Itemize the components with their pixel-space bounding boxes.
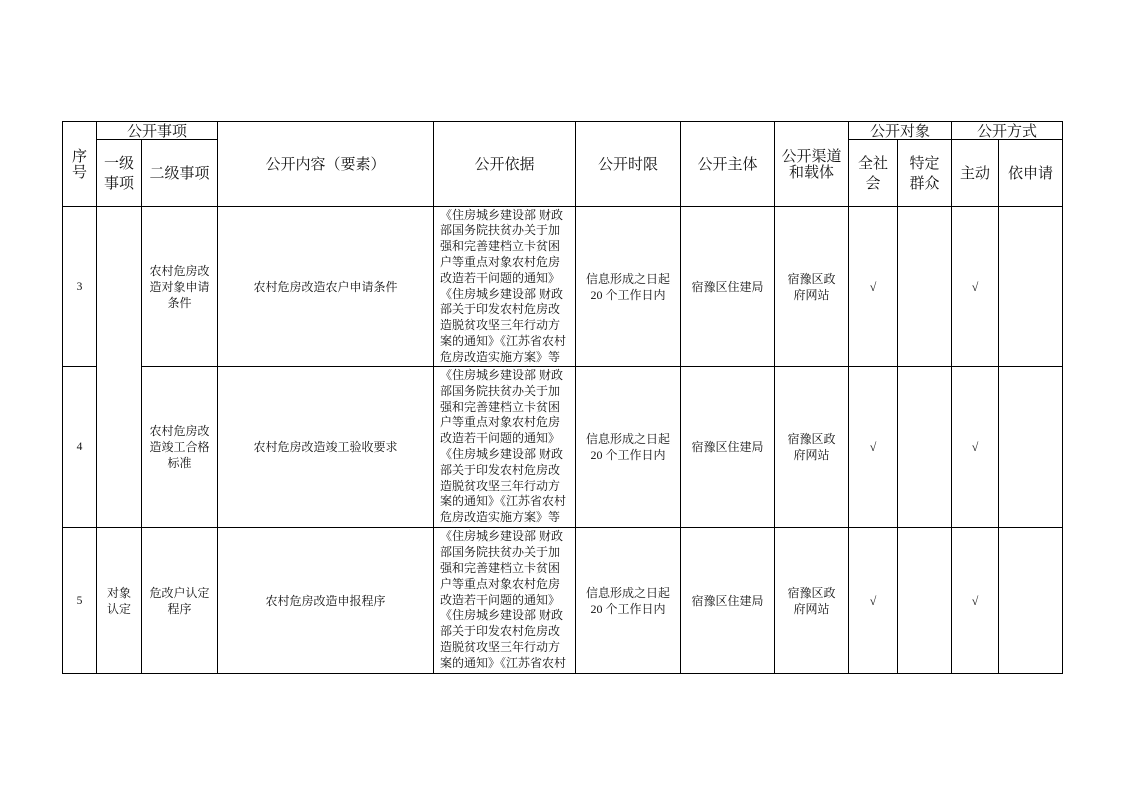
- subject-cell: 宿豫区住建局: [681, 367, 775, 528]
- header-audience-public: 全社 会: [849, 140, 898, 207]
- header-method-active: 主动: [952, 140, 999, 207]
- audience-public-cell: √: [849, 367, 898, 528]
- method-on-request-cell: [999, 528, 1063, 674]
- channel-cell: 宿豫区政 府网站: [775, 528, 849, 674]
- header-seq: 序 号: [63, 122, 97, 207]
- level1-item-cell: 对象 认定: [97, 528, 142, 674]
- level2-item-cell: 农村危房改 造竣工合格 标准: [142, 367, 218, 528]
- method-on-request-cell: [999, 367, 1063, 528]
- subject-cell: 宿豫区住建局: [681, 207, 775, 367]
- header-method: 公开方式: [952, 122, 1063, 140]
- audience-specific-cell: [898, 207, 952, 367]
- time-limit-cell: 信息形成之日起 20 个工作日内: [576, 207, 681, 367]
- table-row: [63, 528, 1063, 674]
- header-method-on-request: 依申请: [999, 140, 1063, 207]
- table-row: [63, 367, 1063, 528]
- disclosure-table: [62, 121, 1063, 674]
- channel-cell: 宿豫区政 府网站: [775, 367, 849, 528]
- header-audience: 公开对象: [849, 122, 952, 140]
- level2-item-cell: 农村危房改 造对象申请 条件: [142, 207, 218, 367]
- basis-cell: 《住房城乡建设部 财政 部国务院扶贫办关于加 强和完善建档立卡贫困 户等重点对象农村危房 改造若干问题的通知》 《住房城乡建设部 财政 部关于印发农村危房改 造脱贫攻坚三年行动方 案的通知》《江苏省农村 危房改造实施方案》等: [434, 367, 576, 528]
- audience-specific-cell: [898, 367, 952, 528]
- content-cell: 农村危房改造申报程序: [218, 528, 434, 674]
- basis-cell: 《住房城乡建设部 财政 部国务院扶贫办关于加 强和完善建档立卡贫困 户等重点对象农村危房 改造若干问题的通知》 《住房城乡建设部 财政 部关于印发农村危房改 造脱贫攻坚三年行动方 案的通知》《江苏省农村: [434, 528, 576, 674]
- content-cell: 农村危房改造农户申请条件: [218, 207, 434, 367]
- seq-cell: 5: [63, 528, 97, 674]
- header-row-top: [63, 122, 1063, 140]
- table-row: [63, 207, 1063, 367]
- header-disclosure-items: 公开事项: [97, 122, 218, 140]
- content-cell: 农村危房改造竣工验收要求: [218, 367, 434, 528]
- header-audience-specific: 特定 群众: [898, 140, 952, 207]
- header-level2-item: 二级事项: [142, 140, 218, 207]
- header-channel: 公开渠道 和载体: [775, 122, 849, 207]
- level1-item-cell: [97, 207, 142, 528]
- header-subject: 公开主体: [681, 122, 775, 207]
- level2-item-cell: 危改户认定 程序: [142, 528, 218, 674]
- time-limit-cell: 信息形成之日起 20 个工作日内: [576, 367, 681, 528]
- time-limit-cell: 信息形成之日起 20 个工作日内: [576, 528, 681, 674]
- seq-cell: 4: [63, 367, 97, 528]
- header-content: 公开内容（要素）: [218, 122, 434, 207]
- method-active-cell: √: [952, 528, 999, 674]
- subject-cell: 宿豫区住建局: [681, 528, 775, 674]
- channel-cell: 宿豫区政 府网站: [775, 207, 849, 367]
- method-active-cell: √: [952, 367, 999, 528]
- method-on-request-cell: [999, 207, 1063, 367]
- seq-cell: 3: [63, 207, 97, 367]
- basis-cell: 《住房城乡建设部 财政 部国务院扶贫办关于加 强和完善建档立卡贫困 户等重点对象农村危房 改造若干问题的通知》 《住房城乡建设部 财政 部关于印发农村危房改 造脱贫攻坚三年行动方 案的通知》《江苏省农村 危房改造实施方案》等: [434, 207, 576, 367]
- header-level1-item: 一级 事项: [97, 140, 142, 207]
- audience-specific-cell: [898, 528, 952, 674]
- audience-public-cell: √: [849, 207, 898, 367]
- method-active-cell: √: [952, 207, 999, 367]
- header-time-limit: 公开时限: [576, 122, 681, 207]
- audience-public-cell: √: [849, 528, 898, 674]
- header-basis: 公开依据: [434, 122, 576, 207]
